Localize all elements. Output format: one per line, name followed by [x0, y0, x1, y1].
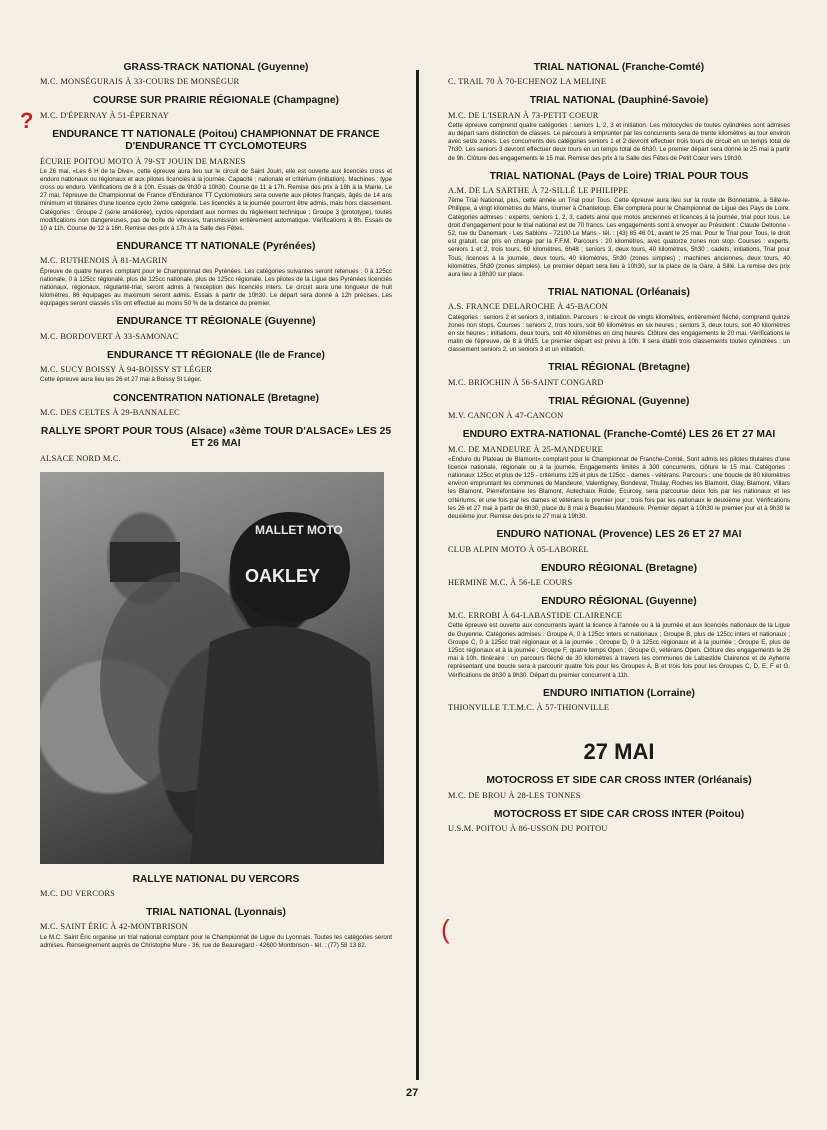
event-listing	[448, 95, 790, 162]
event-title: RALLYE SPORT POUR TOUS (Alsace) «3ème TOUR D'ALSACE» LES 25 ET 26 MAI	[40, 425, 392, 450]
jacket-text: OAKLEY	[245, 565, 321, 586]
event-organizer: M.C. SUCY BOISSY À 94-BOISSY ST LÉGER	[40, 365, 212, 375]
event-listing	[448, 809, 790, 834]
event-listing	[448, 775, 790, 800]
event-organizer: THIONVILLE T.T.M.C. À 57-THIONVILLE	[448, 703, 610, 713]
event-organizer: CLUB ALPIN MOTO À 05-LABOREL	[448, 544, 589, 554]
event-organizer: U.S.M. POITOU À 86-USSON DU POITOU	[448, 823, 608, 833]
event-organizer: ÉCURIE POITOU MOTO À 79-ST JOUIN DE MARNES	[40, 156, 246, 166]
event-listing	[40, 129, 392, 233]
event-listing	[448, 563, 790, 588]
event-description: Épreuve de quatre heures comptant pour le Championnat des Pyrénées. Les catégories suivantes seront retenues : 0 à 125cc nationale, 0 à 125cc régionale, plus de 125cc nationale, plus de 125cc régionale. Les pilotes de la Ligue des Pyrénées licenciés nationaux, régionaux, régularité-trial, seront admis à l'exception des licenciés inters. Le circuit aura une longueur de huit kilomètres. 86 équipages au maximum seront admis. Essais à partir de 10h30. Le départ sera donné à 12h précises. Les équipages seront classés s'ils ont effectué au moins 50 % de la distance du premier.	[40, 267, 392, 308]
event-organizer: M.C. DE BROU À 28-LES TONNES	[448, 790, 581, 800]
event-title: ENDURANCE TT NATIONALE (Pyrénées)	[116, 241, 316, 253]
event-title: ENDURO NATIONAL (Provence) LES 26 ET 27 MAI	[496, 529, 742, 541]
event-listing	[448, 171, 790, 279]
event-organizer: M.C. DU VERCORS	[40, 889, 115, 899]
event-title: ENDURANCE TT RÉGIONALE (Guyenne)	[116, 316, 316, 328]
event-listing	[448, 396, 790, 421]
event-organizer: M.C. RUTHENOIS À 81-MAGRIN	[40, 256, 168, 266]
event-title: MOTOCROSS ET SIDE CAR CROSS INTER (Orléanais)	[486, 775, 752, 787]
event-organizer: M.V. CANCON À 47-CANCON	[448, 411, 564, 421]
event-title: GRASS-TRACK NATIONAL (Guyenne)	[123, 62, 309, 73]
event-description: Le M.C. Saint Éric organise un trial national comptant pour le Championnat de Ligue du Lyonnais. Toutes les catégories seront admises. Renseignement auprès de Christophe Mure - 36, rue de Beauregard - 42600 Montbrison - tél. : (77) 58 13 82.	[40, 933, 392, 949]
event-organizer: M.C. SAINT ÉRIC À 42-MONTBRISON	[40, 922, 188, 932]
event-listing	[40, 907, 392, 950]
event-description: 7ème Trial National, plus, cette année un Trial pour Tous. Cette épreuve aura lieu sur la route de Bonnetable, à Sillé-le-Philippe, à vingt kilomètres du Mans, tourner à Chanteloup. Elle comptera pour le Championnat de Ligue des Pays de Loire. Catégories admises : experts, seniors 1, 2, 3, cadets ainsi que motos anciennes et licences à la journée, trial pour tous. Le droit d'engagement pour le trial national est de 70 francs. Les engagements sont à envoyer au Président : Claude Deltonne - 52, rue du Danemark - Les Sablons - 72100 Le Mans - tél. : (43) 85 46 01, avant le 25 mai. Pour le Trial pour Tous, le droit est gratuit, car pris en charge par la F.F.M. Parcours : 20 kilomètres, avec quatorze zones non stop. Courses : experts, seniors 1 et 2, trois tours, 60 kilomètres, 6h48 ; seniors 3, deux tours, 40 kilomètres, 5h30 ; cadets, initiations, Trial pour Tous, licences à la journée, deux tours, 40 kilomètres, 5h30 (zones simples) ; machines anciennes, deux tours, 40 kilomètres, 5h30 (zones simples). Le premier départ sera lieu à 10h30, sur la place de la Gare, à Sillé. La remise des prix aura lieu à 18h30 sur place.	[448, 197, 790, 278]
event-description: Cette épreuve aura lieu les 26 et 27 mai à Boissy St Léger.	[40, 376, 202, 384]
helmet-text: MALLET MOTO	[255, 522, 343, 537]
event-listing	[40, 95, 392, 120]
event-organizer: A.S. FRANCE DELAROCHE À 45-BACON	[448, 302, 608, 312]
event-title: ENDURO RÉGIONAL (Guyenne)	[541, 596, 697, 608]
page-number: 27	[406, 1087, 419, 1099]
event-listing	[40, 350, 392, 385]
event-organizer: HERMINE M.C. À 56-LE COURS	[448, 577, 573, 587]
event-listing	[448, 529, 790, 554]
date-heading: 27 MAI	[583, 739, 655, 765]
event-title: ENDURANCE TT NATIONALE (Poitou) CHAMPIONNAT DE FRANCE D'ENDURANCE TT CYCLOMOTEURS	[52, 128, 380, 153]
handwritten-bracket: (	[441, 914, 450, 944]
event-description: Cette épreuve est ouverte aux concurrents ayant la licence à l'année ou à la journée et aux licenciés nationaux de la Ligue de Guyenne. Catégories admises : Groupe A, 0 à 125cc inters et nationaux ; Groupe B, plus de 125cc inters et nationaux ; Groupe C, 0 à 125cc trail régionaux et à la journée ; Groupe D, 0 à 125cc régionaux et à la journée ; Groupe E, plus de 125cc régionaux et à la journée ; Groupe F, quatre temps Open ; Groupe G, vétérans Open. Clôture des engagements le 26 mai à 10h. Itinéraire : un parcours fléché de 30 kilomètres à travers les communes de Labastide Clairence et de Ayherre représentant une boucle sera à parcourir quatre fois pour les Groupes A, B et trois fois pour les Groupes C, D, E, F et G. Vérifications de 8h30 à 9h30. Départ du premier concurrent à 11h.	[448, 622, 790, 679]
event-title: ENDURO RÉGIONAL (Bretagne)	[541, 562, 697, 574]
event-title: COURSE SUR PRAIRIE RÉGIONALE (Champagne)	[92, 95, 339, 107]
right-column	[448, 62, 790, 842]
event-listing	[40, 316, 392, 341]
event-description: Cette épreuve comprend quatre catégories : seniors 1, 2, 3 et initiation. Les motocycles de toutes cylindrées sont admises au départ sans distinction de classes. Le parcours à emprunter par les concurrents sera de trente kilomètres au tour environ avec seize zones. Les concurrents des catégories seniors 1 et 2 devront effectuer trois tours de circuit en un temps total de 7h30. Les seniors 3 devront effectuer deux tours en un temps total de 6h30. Le premier départ sera donné le 25 mai à partir de 9h. Clôture des engagements le 15 mai. Remise des prix à la Salle des Fêtes de Petit Cœur vers 19h30.	[448, 121, 790, 162]
event-title: TRIAL NATIONAL (Franche-Comté)	[533, 62, 705, 73]
event-title: RALLYE NATIONAL DU VERCORS	[132, 873, 300, 885]
event-description: Catégories : seniors 2 et seniors 3, initiation. Parcours : le circuit de vingts kilomètres, entièrement fléché, comprend quinze zones non stops. Courses : seniors 2, trois tours, soit 60 kilomètres en six heures ; seniors 3, deux tours, soit 40 kilomètres en six heures ; initiations, deux tours, soit 40 kilomètres en cinq heures. Clôture des engagements le 20 mai. Vérifications le matin de l'épreuve, de 8 à 9h15. Le premier départ est prévu à 10h. Il sera établi trois classements toutes cylindrées : un classement seniors 2, un seniors 3 et un initiation.	[448, 313, 790, 354]
event-listing	[448, 362, 790, 387]
event-listing	[40, 393, 392, 418]
event-listing	[448, 688, 790, 713]
event-listing	[448, 62, 790, 87]
event-listing	[40, 426, 392, 464]
event-title: TRIAL RÉGIONAL (Guyenne)	[548, 395, 690, 407]
photo-rider	[190, 626, 384, 864]
event-organizer: M.C. DES CELTES À 29-BANNALEC	[40, 407, 180, 417]
event-listing	[40, 241, 392, 308]
event-title: TRIAL NATIONAL (Dauphiné-Savoie)	[529, 95, 709, 107]
event-title: ENDURO INITIATION (Lorraine)	[543, 687, 695, 699]
event-title: TRIAL NATIONAL (Lyonnais)	[146, 907, 286, 919]
event-organizer: M.C. MONSÉGURAIS À 33-COURS DE MONSÉGUR	[40, 77, 240, 87]
event-title: ENDURO EXTRA-NATIONAL (Franche-Comté) LES 26 ET 27 MAI	[462, 429, 776, 441]
event-listing	[448, 596, 790, 680]
handwritten-question-mark: ?	[20, 108, 34, 133]
event-title: ENDURANCE TT RÉGIONALE (Ile de France)	[107, 349, 325, 361]
event-organizer: ALSACE NORD M.C.	[40, 453, 121, 463]
event-organizer: C. TRAIL 70 À 70-ECHENOZ LA MELINE	[448, 77, 607, 87]
event-organizer: M.C. D'ÉPERNAY À 51-ÉPERNAY	[40, 110, 170, 120]
event-title: TRIAL RÉGIONAL (Bretagne)	[548, 362, 690, 374]
photo-illustration	[40, 472, 384, 864]
event-listing	[40, 874, 392, 899]
event-title: MOTOCROSS ET SIDE CAR CROSS INTER (Poitou)	[493, 808, 745, 820]
event-title: CONCENTRATION NATIONALE (Bretagne)	[112, 392, 320, 404]
event-organizer: M.C. ERROBI À 64-LABASTIDE CLAIRENCE	[448, 611, 623, 621]
event-title: TRIAL NATIONAL (Orléanais)	[548, 287, 690, 299]
event-organizer: M.C. BRIOCHIN À 56-SAINT CONGARD	[448, 377, 604, 387]
event-organizer: A.M. DE LA SARTHE À 72-SILLÉ LE PHILIPPE	[448, 186, 629, 196]
event-title: TRIAL NATIONAL (Pays de Loire) TRIAL POUR TOUS	[489, 170, 749, 182]
event-organizer: M.C. DE L'ISERAN À 73-PETIT COEUR	[448, 110, 599, 120]
event-listing	[40, 62, 392, 87]
event-organizer: M.C. BORDOVERT À 33-SAMONAC	[40, 331, 179, 341]
event-description: «Enduro du Plateau de Blamont» comptant pour le Championnat de Franche-Comté. Sont admis les pilotes titulaires d'une licence nationale, régionale ou à la journée. Engagements limités à 300 concurrents, clôture le 15 mai. Catégories : nationaux 125cc et plus de 125 - critériums 125 et plus de 125cc - dames - vétérans. Parcours : une boucle de 80 kilomètres environ empruntant les communes de Mandeure, Valentigney, Bondeval, Thulay, Roches les Blamont, Glay, Blamont, Villars les Blamont, Pierrefontaine les Blamont, Autechaux Roide, Ecurcey, sera parcourue deux fois par les nationaux et les critériums, et une fois par les dames et vétérans le premier jour ; trois fois par les nationaux le deuxième jour. Vérifications les 26 et 27 mai à partir de 6h30, place du 8 mai à Beaulieu Mandeure. Premier départ à 10h30 le premier jour et à 9h30 le deuxième jour. Remise des prix le 27 mai à 19h30.	[448, 455, 790, 521]
column-divider	[416, 70, 419, 1080]
event-organizer: M.C. DE MANDEURE À 25-MANDEURE	[448, 444, 603, 454]
event-description: Le 26 mai, «Les 6 H de la Dive», cette épreuve aura lieu sur le circuit de Saint Jouin, elle est ouverte aux licenciés cross et enduro nationaux ou régionaux et aux pilotes licenciés à la journée. Capacité : nationale et critérium (initiation). Machines : type cross ou enduro. Vérifications de 8 à 10h. Essais de 9h30 à 10h30. Course de 11 à 17h. Remise des prix à 18h à la Mairie. Le 27 mai, l'épreuve du Championnat de France d'Endurance TT Cyclomoteurs sera ouverte aux pilotes français, âgés de 14 ans minimum et titulaires d'une licence cyclo 2ème catégorie. Les licenciés à la journée pourront être admis, mais hors classement. Catégories : Groupe 2 (série améliorée), cyclos répondant aux normes du règlement technique ; Groupe 3 (prototype), toutes modifications non dangereuses, pas de boîte de vitesses, transmission entièrement automatique. Vérifications à 8h. Essais de 10 à 11h. Course de 12 à 16h. Remise des prix à 17h à la Salle des Fêtes.	[40, 167, 392, 232]
left-column	[40, 62, 392, 958]
event-listing	[448, 287, 790, 354]
rally-photo	[40, 472, 384, 864]
event-listing	[448, 429, 790, 521]
